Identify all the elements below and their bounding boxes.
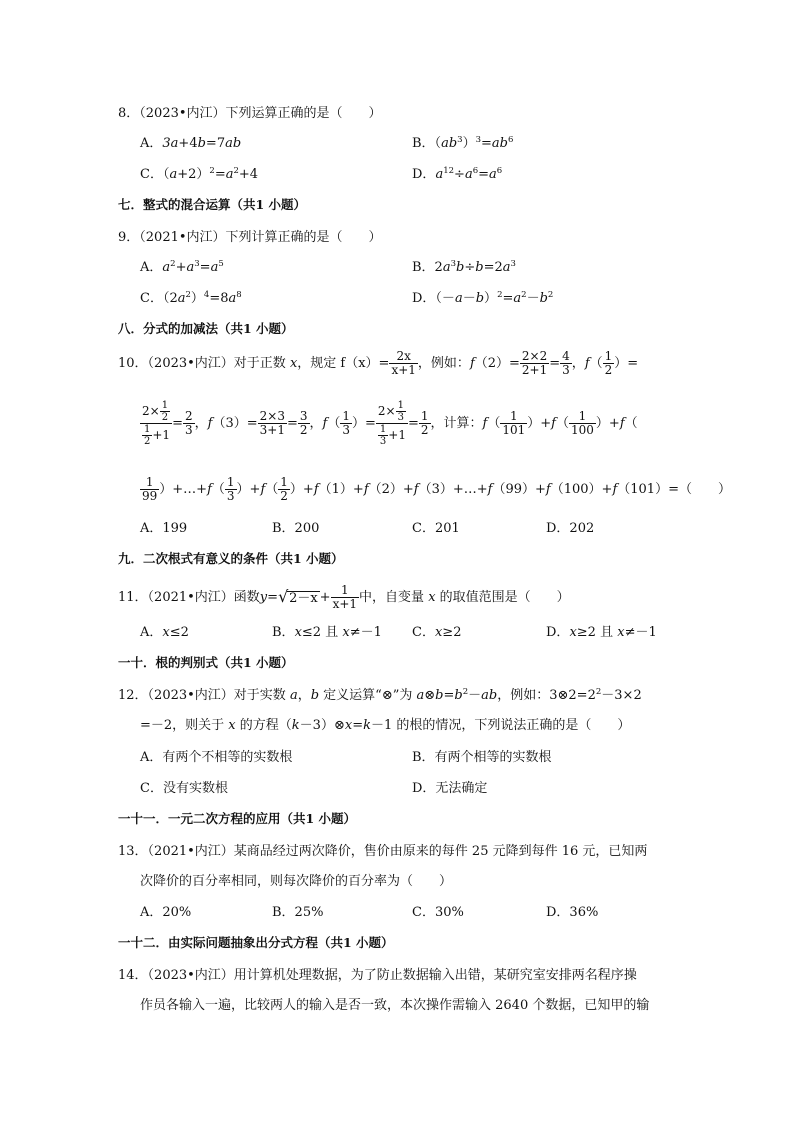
q8-option-d: D．$a^{12}\div a^6=a^6$ [412,166,503,182]
q11-option-a: A．x≤2 [140,625,189,640]
q12-line2: =－2，则关于 x 的方程（k－3）⊗x=k－1 的根的情况，下列说法正确的是（ ） [140,718,631,733]
q13-option-b: B．25% [272,905,324,920]
q14-line2: 作员各输入一遍，比较两人的输入是否一致，本次操作需输入 2640 个数据，已知甲的输 [140,998,650,1013]
q13-option-a: A．20% [140,905,192,920]
q12-line1: 12．（2023•内江）对于实数 a，b 定义运算“⊗”为 $a\otimes b=b^2-ab$，例如：$3\otimes 2=2^2-3\times 2$ [118,687,642,703]
q13-line1: 13．（2021•内江）某商品经过两次降价，售价由原来的每件 25 元降到每件 16 元，已知两 [118,844,648,859]
q9-stem: 9．（2021•内江）下列计算正确的是（ ） [118,230,382,245]
q11-option-c: C．x≥2 [412,625,462,640]
q10-option-c: C．201 [412,521,460,536]
q8-option-b: B．$(ab^3)^3=ab^6$ [412,135,514,151]
section-heading-9: 九．二次根式有意义的条件（共1 小题） [118,551,344,566]
section-heading-12: 一十二．由实际问题抽象出分式方程（共1 小题） [118,935,394,950]
q9-option-c: C．$(2a^2)^4=8a^8$ [140,290,242,306]
q8-option-c: C．$(a+2)^2=a^2+4$ [140,166,259,182]
q10-option-b: B．200 [272,521,320,536]
q14-line1: 14．（2023•内江）用计算机处理数据，为了防止数据输入出错，某研究室安排两名程序操 [118,968,637,983]
q8-option-a: A．3a+4b=7ab [140,136,242,151]
section-heading-7: 七．整式的混合运算（共1 小题） [118,197,307,212]
q10-option-a: A．199 [140,521,188,536]
q13-line2: 次降价的百分率相同，则每次降价的百分率为（ ） [140,874,453,889]
q11-option-b: B．x≤2 且 x≠－1 [272,625,382,640]
q9-option-d: D．$(-a-b)^2=a^2-b^2$ [412,290,554,306]
q12-option-d: D．无法确定 [412,781,488,796]
section-heading-11: 一十一．一元二次方程的应用（共1 小题） [118,811,357,826]
q12-option-a: A．有两个不相等的实数根 [140,750,293,765]
q10-line2: 2× $\frac{1}{2}$ $\frac{1}{2}$ +1 = $\frac{2}{3}$ ，f（3）= $\frac{2\times 3}{3+1}$ = $\frac{3}{2}$ ，f（ $\frac{1}{3}$ ）= 2× $\frac{1}{3}$ $\frac{1}{3}$ +1 = $\frac{1}{2}$ ，计算：f（ $\frac{1}{101}$ ）+f（ $\frac{1}{100}$ ）+f（ [142,400,638,447]
q9-option-a: A．$a^2+a^3=a^5$ [140,259,224,275]
q11-option-d: D．x≥2 且 x≠－1 [546,625,657,640]
q8-stem: 8．（2023•内江）下列运算正确的是（ ） [118,106,382,121]
q10-line3: $\frac{1}{99}$ ）+…+f（ $\frac{1}{3}$ ）+f（ $\frac{1}{2}$ ）+f（1）+f（2）+f（3）+…+f（99）+f（100）+f（101）=（ ） [142,475,731,504]
section-heading-8: 八．分式的加减法（共1 小题） [118,321,294,336]
q13-option-d: D．36% [546,905,599,920]
q12-option-c: C．没有实数根 [140,781,228,796]
q11-stem: 11．（2021•内江）函数y= √ 2－x + $\frac{1}{x+1}$ 中，自变量 x 的取值范围是（ ） [118,583,570,612]
q12-option-b: B．有两个相等的实数根 [412,750,552,765]
q9-option-b: B．$2a^3b\div b=2a^3$ [412,259,516,275]
section-heading-10: 一十．根的判别式（共1 小题） [118,655,294,670]
q13-option-c: C．30% [412,905,464,920]
q10-line1: 10．（2023•内江）对于正数 x，规定 f（x）= $\frac{2x}{x+1}$ ，例如：f（2）= $\frac{2\times 2}{2+1}$ = $\frac{4}{3}$ ，f（ $\frac{1}{2}$ ）= [118,349,639,378]
q10-option-d: D．202 [546,521,595,536]
